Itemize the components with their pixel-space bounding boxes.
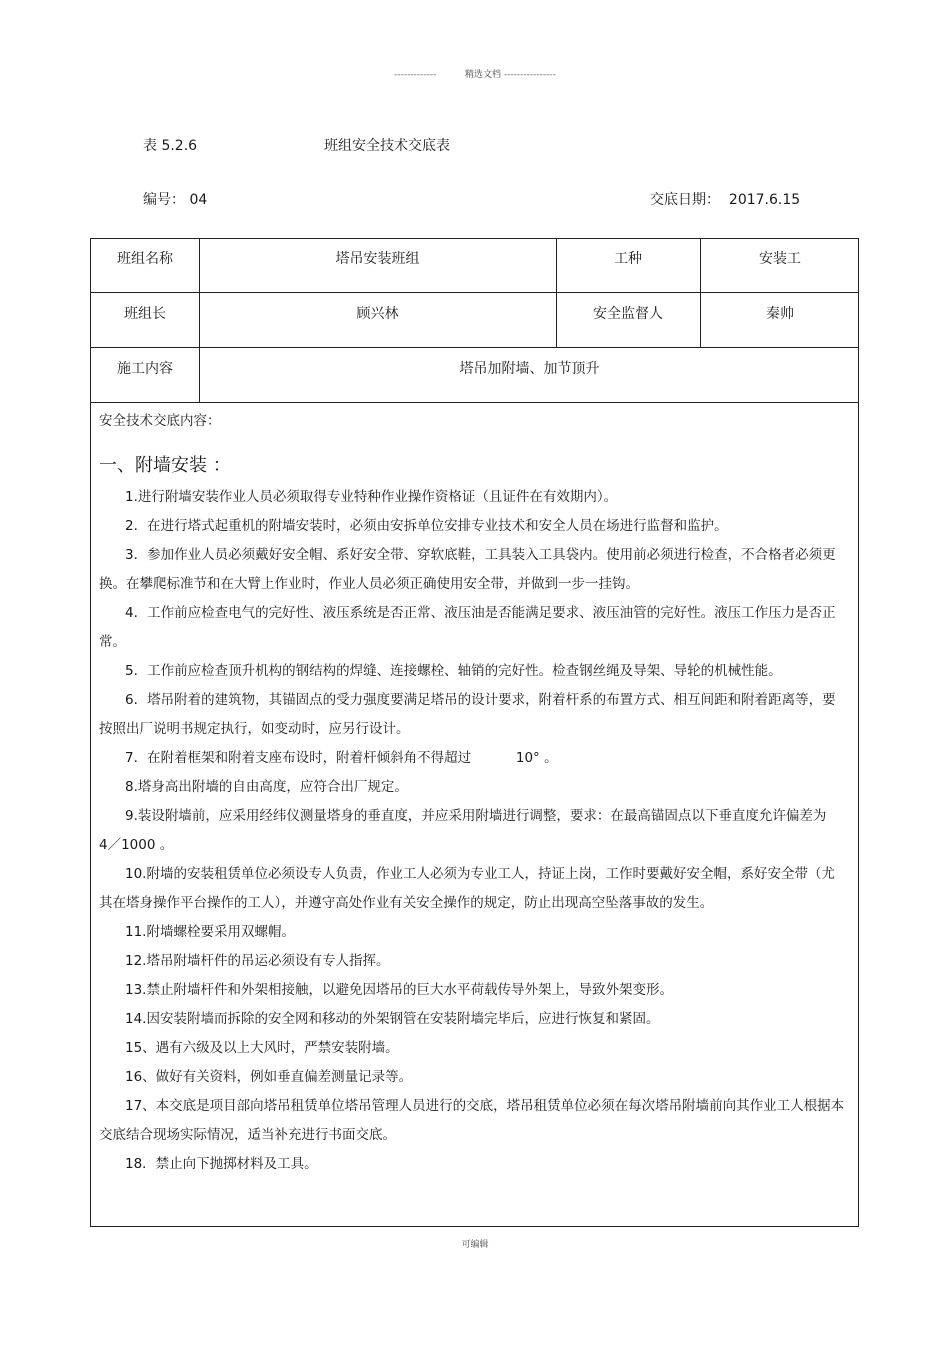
- list-item: 3．参加作业人员必须戴好安全帽、系好安全带、穿软底鞋，工具装入工具袋内。使用前必须进行检查，不合格者必须更换。在攀爬标准节和在大臂上作业时，作业人员必须正确使用安全带，并做到一步一挂钩。: [99, 547, 836, 592]
- team-name-value: 塔吊安装班组: [335, 251, 420, 267]
- header-left-dashes: -------------: [394, 70, 437, 80]
- list-item: 15、遇有六级及以上大风时，严禁安装附墙。: [125, 1040, 399, 1056]
- row-divider: [91, 402, 858, 403]
- list-item: 4．工作前应检查电气的完好性、液压系统是否正常、液压油是否能满足要求、液压油管的完好性。液压工作压力是否正常。: [99, 605, 836, 650]
- work-content-value: 塔吊加附墙、加节顶升: [459, 361, 600, 377]
- number-field: [143, 189, 207, 209]
- list-item: 1.进行附墙安装作业人员必须取得专业特种作业操作资格证（且证件在有效期内）。: [125, 489, 618, 505]
- row-divider: [91, 347, 858, 348]
- page-footer: 可编辑: [461, 1240, 489, 1250]
- date-field: [650, 189, 800, 209]
- list-item: 16、做好有关资料，例如垂直偏差测量记录等。: [125, 1069, 413, 1085]
- date-label: 交底日期：: [650, 192, 720, 208]
- page-title: 班组安全技术交底表: [324, 138, 450, 154]
- list-item: 13.禁止附墙杆件和外架相接触，以避免因塔吊的巨大水平荷载传导外架上，导致外架变形。: [125, 982, 673, 998]
- section-title: 一、附墙安装 ：: [99, 455, 231, 476]
- trade-value: 安装工: [759, 251, 801, 267]
- work-content-label: 施工内容: [117, 361, 173, 377]
- list-item: 17、本交底是项目部向塔吊租赁单位塔吊管理人员进行的交底，塔吊租赁单位必须在每次塔吊附墙前向其作业工人根据本交底结合现场实际情况，适当补充进行书面交底。: [99, 1098, 845, 1143]
- number-value: 04: [189, 192, 208, 208]
- header-label: 精选文档: [464, 70, 501, 80]
- team-leader-value: 顾兴林: [356, 306, 399, 322]
- list-item: 5．工作前应检查顶升机构的钢结构的焊缝、连接螺栓、轴销的完好性。检查钢丝绳及导架、导轮的机械性能。: [125, 663, 782, 679]
- list-item: 14.因安装附墙而拆除的安全网和移动的外架钢管在安装附墙完毕后，应进行恢复和紧固。: [125, 1011, 660, 1027]
- date-value: 2017.6.15: [728, 192, 801, 208]
- list-item: 11.附墙螺栓要采用双螺帽。: [125, 924, 295, 940]
- team-leader-label: 班组长: [124, 306, 166, 322]
- list-item: 8.塔身高出附墙的自由高度，应符合出厂规定。: [125, 779, 408, 795]
- list-item: 6．塔吊附着的建筑物，其锚固点的受力强度要满足塔吊的设计要求，附着杆系的布置方式、相互间距和附着距离等，要按照出厂说明书规定执行，如变动时，应另行设计。: [99, 692, 836, 737]
- list-item: 18．禁止向下抛掷材料及工具。: [125, 1156, 318, 1172]
- safety-supervisor-value: 秦帅: [766, 306, 794, 322]
- briefing-table: [90, 238, 859, 1227]
- table-number: 表 5.2.6: [143, 138, 198, 154]
- safety-supervisor-label: 安全监督人: [593, 306, 663, 322]
- header-right-dashes: ----------------: [503, 70, 556, 80]
- list-item: 2．在进行塔式起重机的附墙安装时，必须由安拆单位安排专业技术和安全人员在场进行监督和监护。: [125, 518, 728, 534]
- page-header: [0, 67, 950, 80]
- list-item: 12.塔吊附墙杆件的吊运必须设有专人指挥。: [125, 953, 390, 969]
- briefing-content: [99, 405, 848, 1179]
- team-name-label: 班组名称: [117, 251, 173, 267]
- list-item: 10.附墙的安装租赁单位必须设专人负责，作业工人必须为专业工人，持证上岗，工作时要戴好安全帽，系好安全带（尤其在塔身操作平台操作的工人），并遵守高处作业有关安全操作的规定，防止出现高空坠落事故的发生。: [99, 866, 835, 911]
- row-divider: [91, 292, 858, 293]
- list-item: 7．在附着框架和附着支座布设时，附着杆倾斜角不得超过 10° 。: [125, 750, 558, 766]
- list-item: 9.装设附墙前，应采用经纬仪测量塔身的垂直度，并应采用附墙进行调整，要求：在最高锚固点以下垂直度允许偏差为 4／1000 。: [99, 808, 840, 853]
- trade-label: 工种: [614, 251, 642, 267]
- number-label: 编号：: [143, 192, 185, 208]
- content-intro: 安全技术交底内容：: [99, 413, 221, 429]
